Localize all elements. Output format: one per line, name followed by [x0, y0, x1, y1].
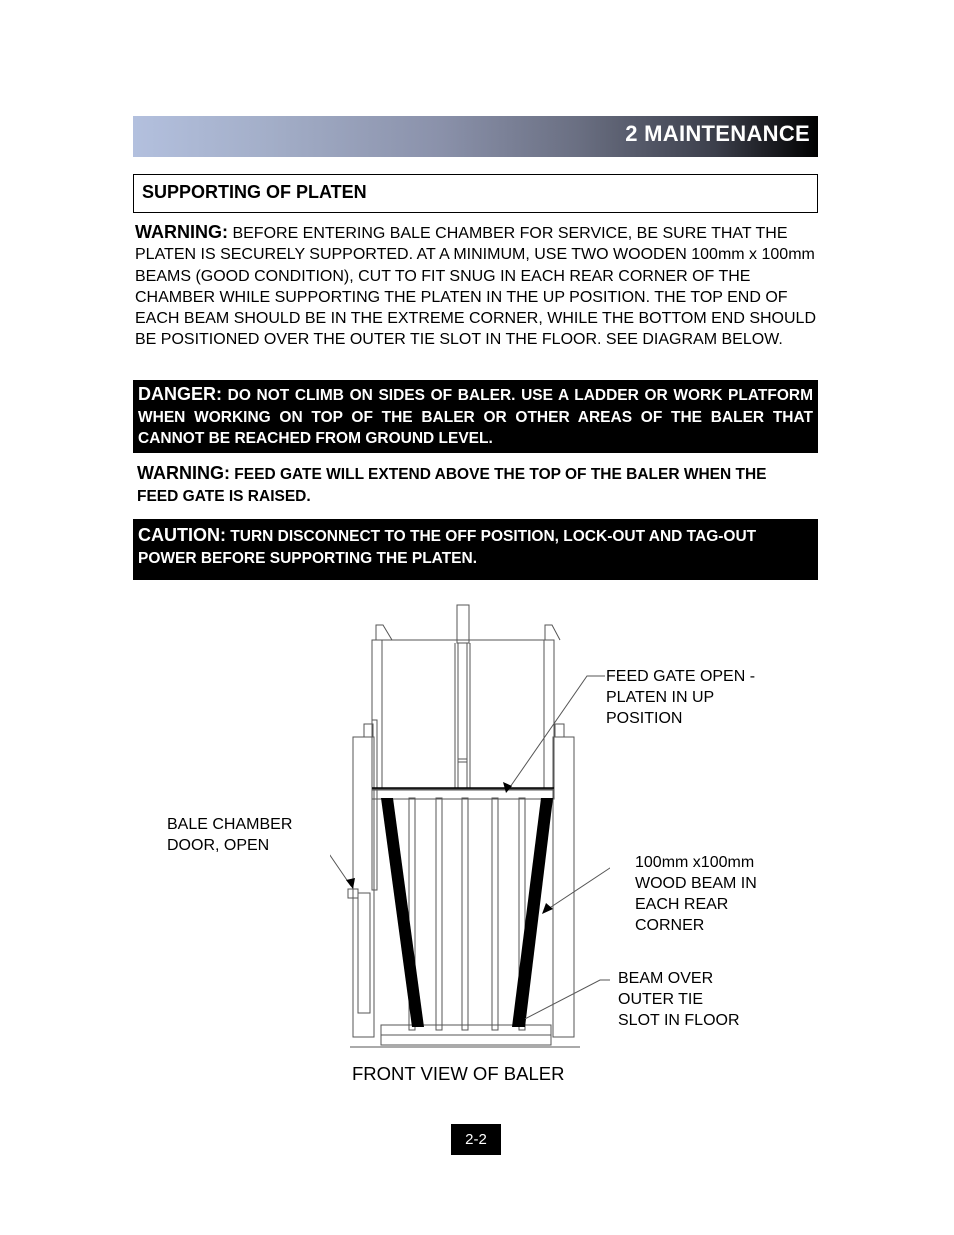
section-title: SUPPORTING OF PLATEN	[142, 182, 367, 202]
section-title-box	[133, 174, 818, 213]
caution-label: CAUTION:	[138, 525, 226, 545]
section-header-bar	[133, 116, 818, 157]
warning-label: WARNING:	[137, 463, 230, 483]
callout-line: PLATEN IN UP	[606, 689, 715, 706]
callout-feed-gate	[606, 666, 755, 729]
callout-line: BALE CHAMBER	[167, 816, 293, 833]
callout-beam	[635, 852, 757, 936]
chapter-title: 2 MAINTENANCE	[625, 121, 810, 146]
callout-line: WOOD BEAM IN	[635, 875, 757, 892]
warning-feed-gate-notice	[137, 462, 797, 508]
baler-front-view-diagram	[330, 598, 610, 1058]
callout-door	[167, 814, 292, 856]
callout-line: OUTER TIE	[618, 991, 704, 1008]
warning-label: WARNING:	[135, 222, 228, 242]
warning-platen-notice	[135, 222, 820, 351]
callout-line: BEAM OVER	[618, 970, 714, 987]
caution-notice	[133, 519, 818, 580]
danger-text: DO NOT CLIMB ON SIDES OF BALER. USE A LADDER OR WORK PLATFORM WHEN WORKING ON TOP OF THE BALER OR OTHER AREAS OF THE BALER THAT CANNOT BE REACHED FROM GROUND LEVEL.	[138, 387, 813, 447]
page-number: 2-2	[451, 1124, 501, 1155]
callout-line: EACH REAR	[635, 896, 729, 913]
callout-line: POSITION	[606, 710, 683, 727]
warning-text: BEFORE ENTERING BALE CHAMBER FOR SERVICE, BE SURE THAT THE PLATEN IS SECURELY SUPPORTED. AT A MINIMUM, USE TWO WOODEN 100mm x 100mm BEAMS (GOOD CONDITION), CUT TO FIT SNUG IN EACH REAR CORNER OF THE CHAMBER WHILE SUPPORTING THE PLATEN IN THE UP POSITION. THE TOP END OF EACH BEAM SHOULD BE IN THE EXTREME CORNER, WHILE THE BOTTOM END SHOULD BE POSITIONED OVER THE OUTER TIE SLOT IN THE FLOOR. SEE DIAGRAM BELOW.	[135, 225, 816, 349]
callout-line: CORNER	[635, 917, 705, 934]
callout-line: FEED GATE OPEN -	[606, 668, 756, 685]
diagram-caption: FRONT VIEW OF BALER	[352, 1063, 565, 1084]
warning-text: FEED GATE WILL EXTEND ABOVE THE TOP OF THE BALER WHEN THE FEED GATE IS RAISED.	[137, 466, 767, 505]
callout-line: SLOT IN FLOOR	[618, 1012, 740, 1029]
callout-line: DOOR, OPEN	[167, 837, 270, 854]
caution-text: TURN DISCONNECT TO THE OFF POSITION, LOCK-OUT AND TAG-OUT POWER BEFORE SUPPORTING THE PLATEN.	[138, 528, 757, 567]
callout-slot	[618, 968, 740, 1031]
danger-label: DANGER:	[138, 384, 222, 404]
callout-line: 100mm x100mm	[635, 854, 755, 871]
danger-notice	[133, 380, 818, 453]
